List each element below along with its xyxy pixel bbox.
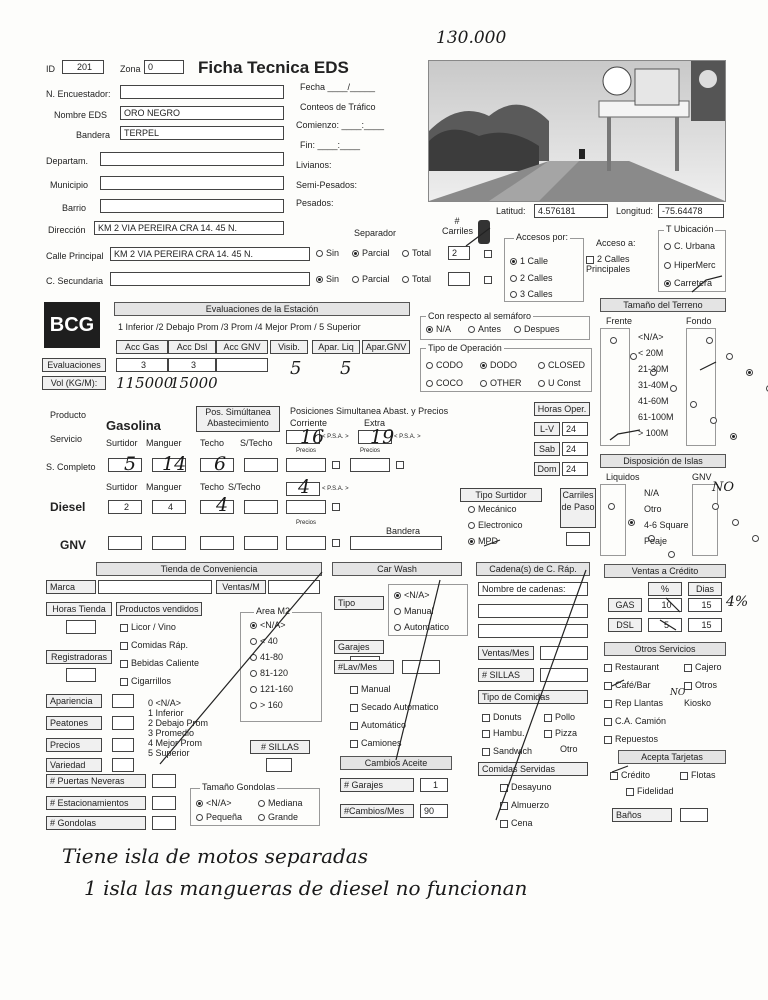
gasolina-label: Gasolina — [106, 418, 161, 433]
tipo-op-title: Tipo de Operación — [428, 343, 502, 353]
tarjeta-flotas[interactable]: Flotas — [680, 770, 716, 780]
aceite-garajes-field[interactable]: 1 — [420, 778, 448, 792]
horas-day-field[interactable]: 24 — [562, 422, 588, 436]
area-option[interactable]: 121-160 — [250, 684, 293, 694]
lon-label: Longitud: — [616, 206, 654, 216]
note-line-2: 1 isla las mangueras de diesel no funcionan — [84, 876, 528, 900]
servicio-label: Servicio — [50, 434, 83, 444]
cw-automatico[interactable]: Automático — [350, 720, 406, 730]
rating-scale-item: 4 Mejor Prom — [148, 738, 203, 748]
surtidor-label-2: Surtidor — [106, 482, 138, 492]
banos-label: Baños — [612, 808, 672, 822]
tipo-op-coco[interactable]: COCO — [426, 378, 463, 388]
comida-otro[interactable]: Otro — [560, 744, 578, 754]
otros-cajero[interactable]: Cajero — [684, 662, 722, 672]
semaforo-title: Con respecto al semáforo — [428, 311, 532, 321]
eval-accdsl[interactable]: 3 — [168, 358, 216, 372]
vol-row-label: Vol (KG/M): — [42, 376, 106, 390]
islas-title: Disposición de Islas — [600, 454, 726, 468]
bandera-diesel-label: Bandera — [386, 526, 421, 536]
horas-day-field[interactable]: 24 — [562, 442, 588, 456]
credito-dias-label: Dias — [688, 582, 722, 596]
semi-label: Semi-Pesados: — [296, 180, 358, 190]
acceso-a-label: Acceso a: — [596, 238, 636, 248]
pos-extra-hand: 19 — [370, 426, 395, 448]
stecho-label: S/Techo — [240, 438, 273, 448]
zona-label: Zona — [120, 64, 141, 74]
precios-extra: Precios — [360, 448, 381, 454]
semaforo-despues[interactable]: Despues — [514, 324, 560, 334]
eval-accgas[interactable]: 3 — [116, 358, 168, 372]
comida-pollo[interactable]: Pollo — [544, 712, 575, 722]
comida-pizza[interactable]: Pizza — [544, 728, 577, 738]
dsl-surtidor[interactable]: 2 — [108, 500, 142, 514]
direccion-field[interactable]: KM 2 VIA PEREIRA CRA 14. 45 N. — [94, 221, 284, 235]
surtidor-label: Surtidor — [106, 438, 138, 448]
surtidor-electronico[interactable]: Electronico — [468, 520, 523, 530]
eval-visib-hand: 5 — [290, 358, 302, 379]
apariencia-label: Apariencia — [46, 694, 102, 708]
carwash-manual[interactable]: Manual — [394, 606, 434, 616]
diesel-label: Diesel — [50, 500, 86, 514]
rating-scale-item: 0 <N/A> — [148, 698, 182, 708]
cad-ventas-label: Ventas/Mes — [478, 646, 534, 660]
servida-desayuno[interactable]: Desayuno — [500, 782, 552, 792]
handwritten-top-note: 130.000 — [436, 28, 507, 48]
carriles-field[interactable]: 2 — [448, 246, 470, 260]
tipo-op-uconst[interactable]: U Const — [538, 378, 581, 388]
lav-label: #Lav/Mes — [334, 660, 394, 674]
gas-surtidor-hand: 5 — [124, 453, 137, 475]
nombre-label: Nombre EDS — [54, 110, 108, 120]
cw-camiones[interactable]: Camiones — [350, 738, 402, 748]
servida-cena[interactable]: Cena — [500, 818, 533, 828]
bandera-label: Bandera — [76, 130, 111, 140]
islas-opt-label: Otro — [644, 504, 662, 514]
tam-gond-title: Tamaño Gondolas — [202, 782, 276, 792]
conteos-label: Conteos de Tráfico — [300, 102, 376, 112]
sep-calle-total[interactable]: Total — [402, 248, 431, 258]
area-option[interactable]: < 40 — [250, 636, 278, 646]
lat-label: Latitud: — [496, 206, 526, 216]
credito-gas-note: 4% — [726, 594, 749, 610]
registradoras-label: Registradoras — [46, 650, 112, 664]
rating-scale-item: 1 Inferior — [148, 708, 184, 718]
tienda-title: Tienda de Conveniencia — [96, 562, 322, 576]
psa-extra: < P.S.A. > — [394, 434, 421, 440]
credito-dsl-label: DSL — [608, 618, 642, 632]
techo-label: Techo — [200, 438, 225, 448]
vol-dsl-hand: 15000 — [170, 374, 218, 392]
cad-sillas-label: # SILLAS — [478, 668, 534, 682]
otros-no-note: NO — [670, 688, 686, 698]
islas-opt-label: Peaje — [644, 536, 668, 546]
terreno-row-label: < 20M — [638, 348, 664, 358]
prod-licor[interactable]: Licor / Vino — [120, 622, 176, 632]
barrio-label: Barrio — [62, 203, 87, 213]
vol-gas-hand: 115000 — [116, 374, 174, 392]
terreno-frente: Frente — [606, 316, 633, 326]
accesos-opt-3[interactable]: 3 Calles — [510, 289, 553, 299]
otros-cafe[interactable]: Café/Bar — [604, 680, 651, 690]
gond-pequena[interactable]: Pequeña — [196, 812, 242, 822]
gas-techo-hand: 6 — [214, 453, 227, 475]
accesos-opt-2[interactable]: 2 Calles — [510, 273, 553, 283]
sep-csec-total[interactable]: Total — [402, 274, 431, 284]
credito-gas-pct[interactable]: 10 — [648, 598, 682, 612]
pos-sim2-label: Posiciones Simultanea Abast. y Precios — [290, 406, 449, 416]
islas-opt-label: 4-6 Square — [644, 520, 689, 530]
credito-dsl-pct[interactable]: 5 — [648, 618, 682, 632]
csec-label: C. Secundaria — [46, 276, 104, 286]
otros-rep-llantas[interactable]: Rep Llantas — [604, 698, 663, 708]
otros-repuestos[interactable]: Repuestos — [604, 734, 658, 744]
tipo-comidas-label: Tipo de Comidas — [478, 690, 588, 704]
calle-label: Calle Principal — [46, 251, 104, 261]
marca-label: Marca — [46, 580, 96, 594]
rating-scale-item: 5 Superior — [148, 748, 190, 758]
lon-field[interactable]: -75.64478 — [658, 204, 724, 218]
manguer-label: Manguer — [146, 438, 182, 448]
servida-almuerzo[interactable]: Almuerzo — [500, 800, 549, 810]
eval-col-accgas: Acc Gas — [116, 340, 168, 354]
eval-col-visib: Visib. — [270, 340, 308, 354]
nombre-field[interactable]: ORO NEGRO — [120, 106, 284, 120]
islas-liquidos: Liquidos — [606, 472, 640, 482]
tipo-op-codo[interactable]: CODO — [426, 360, 463, 370]
pos-sim-box: Pos. Simúltanea Abastecimiento — [196, 406, 280, 432]
id-label: ID — [46, 64, 55, 74]
islas-opt-label: N/A — [644, 488, 660, 498]
sep-csec-parcial[interactable]: Parcial — [352, 274, 390, 284]
form-title: Ficha Tecnica EDS — [198, 58, 349, 77]
precios-corriente: Precios — [296, 448, 317, 454]
semaforo-antes[interactable]: Antes — [468, 324, 501, 334]
gondolas-label: # Gondolas — [46, 816, 146, 830]
prod-bebidas[interactable]: Bebidas Caliente — [120, 658, 199, 668]
area-option[interactable]: 41-80 — [250, 652, 283, 662]
sep-calle-sin[interactable]: Sin — [316, 248, 339, 258]
encuestador-label: N. Encuestador: — [46, 89, 111, 99]
terreno-row-label: 21-30M — [638, 364, 669, 374]
bandera-field[interactable]: TERPEL — [120, 126, 284, 140]
peatones-label: Peatones — [46, 716, 102, 730]
cw-secado[interactable]: Secado Automatico — [350, 702, 439, 712]
terreno-row-label: <N/A> — [638, 332, 664, 342]
islas-no-note: NO — [712, 480, 735, 495]
eval-row-label: Evaluaciones — [42, 358, 106, 372]
eval-title: Evaluaciones de la Estación — [114, 302, 410, 316]
terreno-row-label: > 100M — [638, 428, 669, 438]
sep-calle-parcial[interactable]: Parcial — [352, 248, 390, 258]
eval-col-accdsl: Acc Dsl — [168, 340, 216, 354]
credito-title: Ventas a Crédito — [604, 564, 726, 578]
ubicacion-opt-carretera[interactable]: Carretera — [664, 278, 712, 288]
otros-kiosko[interactable]: Kiosko — [684, 698, 712, 708]
eval-scale: 1 Inferior /2 Debajo Prom /3 Prom /4 Mejor Prom / 5 Superior — [118, 322, 361, 332]
manguer-label-2: Manguer — [146, 482, 182, 492]
ubicacion-title: T Ubicación — [666, 224, 714, 234]
otros-ca-camion[interactable]: C.A. Camión — [604, 716, 666, 726]
area-option[interactable]: 81-120 — [250, 668, 288, 678]
tipo-op-other[interactable]: OTHER — [480, 378, 522, 388]
estacionamientos-label: # Estacionamientos — [46, 796, 146, 810]
tarjeta-fidelidad[interactable]: Fidelidad — [626, 786, 674, 796]
tipo-op-closed[interactable]: CLOSED — [538, 360, 585, 370]
tarjetas-title: Acepta Tarjetas — [618, 750, 726, 764]
pesados-label: Pesados: — [296, 198, 334, 208]
terreno-row-label: 31-40M — [638, 380, 669, 390]
gond-grande[interactable]: Grande — [258, 812, 298, 822]
terreno-row-label: 41-60M — [638, 396, 669, 406]
dsl-techo-hand: 4 — [216, 494, 229, 516]
dsl-pos-hand: 4 — [298, 476, 311, 498]
separador-title: Separador — [354, 228, 397, 238]
tipo-op-dodo[interactable]: DODO — [480, 360, 517, 370]
ubicacion-opt-urbana[interactable]: C. Urbana — [664, 241, 715, 251]
lat-field[interactable]: 4.576181 — [534, 204, 608, 218]
techo-label-2: Techo — [200, 482, 225, 492]
livianos-label: Livianos: — [296, 160, 332, 170]
psa-diesel: < P.S.A. > — [322, 486, 349, 492]
gas-manguer-hand: 14 — [162, 453, 187, 475]
accesos-title: Accesos por: — [516, 232, 569, 242]
comida-sandwich[interactable]: Sandwich — [482, 746, 532, 756]
comidas-servidas-label: Comidas Servidas — [478, 762, 588, 776]
horas-tienda-label: Horas Tienda — [46, 602, 112, 616]
eval-col-accgnv: Acc GNV — [216, 340, 268, 354]
comienzo-label: Comienzo: ____:____ — [296, 120, 385, 130]
cambios-label: #Cambios/Mes — [340, 804, 414, 818]
aceite-garajes-label: # Garajes — [340, 778, 414, 792]
otros-restaurant[interactable]: Restaurant — [604, 662, 659, 672]
area-title: Area M2 — [256, 606, 291, 616]
tarjeta-credito[interactable]: Crédito — [610, 770, 650, 780]
note-line-1: Tiene isla de motos separadas — [62, 844, 368, 868]
carriles-paso-box: Carriles de Paso — [560, 488, 596, 528]
surtidor-mpd[interactable]: MPD — [468, 536, 498, 546]
horas-title: Horas Oper. — [534, 402, 590, 416]
horas-day-label: Sab — [534, 442, 560, 456]
pos-corriente-hand: 16 — [300, 426, 325, 448]
credito-gas-dias[interactable]: 15 — [688, 598, 722, 612]
departam-label: Departam. — [46, 156, 89, 166]
semaforo-na[interactable]: N/A — [426, 324, 451, 334]
eval-col-aparliq: Apar. Liq — [312, 340, 360, 354]
credito-dsl-dias[interactable]: 15 — [688, 618, 722, 632]
gond-mediana[interactable]: Mediana — [258, 798, 303, 808]
precios-diesel: Precios — [296, 520, 317, 526]
prod-cigarrillos[interactable]: Cigarrillos — [120, 676, 171, 686]
terreno-fondo: Fondo — [686, 316, 712, 326]
sillas-label: # SILLAS — [250, 740, 310, 754]
area-option[interactable]: <N/A> — [250, 620, 286, 630]
bcg-logo: BCG — [44, 302, 100, 348]
sep-csec-sin[interactable]: Sin — [316, 274, 339, 284]
terreno-row-label: 61-100M — [638, 412, 674, 422]
credito-gas-label: GAS — [608, 598, 642, 612]
carwash-title: Car Wash — [332, 562, 462, 576]
acceso-a-option[interactable]: 2 Calles Principales — [586, 254, 631, 274]
carwash-tipo-label: Tipo — [334, 596, 384, 610]
horas-day-label: Dom — [534, 462, 560, 476]
cambios-field[interactable]: 90 — [420, 804, 448, 818]
comida-donuts[interactable]: Donuts — [482, 712, 522, 722]
cadenas-title: Cadena(s) de C. Ráp. — [476, 562, 590, 576]
carwash-na[interactable]: <N/A> — [394, 590, 430, 600]
eval-aparliq-hand: 5 — [340, 358, 352, 379]
gnv-label: GNV — [60, 538, 87, 552]
terreno-title: Tamaño del Terreno — [600, 298, 726, 312]
rating-scale-item: 3 Promedio — [148, 728, 195, 738]
fin-label: Fin: ____:____ — [300, 140, 361, 150]
prod-comidas[interactable]: Comidas Ráp. — [120, 640, 188, 650]
productos-vendidos: Productos vendidos — [116, 602, 202, 616]
corriente-label: Corriente — [290, 418, 328, 428]
stecho-label-2: S/Techo — [228, 482, 261, 492]
puertas-label: # Puertas Neveras — [46, 774, 146, 788]
horas-day-field[interactable]: 24 — [562, 462, 588, 476]
psa-corriente: < P.S.A. > — [322, 434, 349, 440]
surtidor-mecanico[interactable]: Mecánico — [468, 504, 517, 514]
tipo-surtidor-title: Tipo Surtidor — [460, 488, 542, 502]
ventas-label: Ventas/M — [216, 580, 266, 594]
carriles-label: # Carriles — [442, 216, 474, 236]
cw-manual[interactable]: Manual — [350, 684, 391, 694]
direccion-label: Dirección — [48, 225, 86, 235]
rating-scale-item: 2 Debajo Prom — [148, 718, 209, 728]
producto-label: Producto — [50, 410, 87, 420]
aceite-title: Cambios Aceite — [340, 756, 452, 770]
precios-label: Precios — [46, 738, 102, 752]
credito-pct-label: % — [648, 582, 682, 596]
otros-otros[interactable]: Otros — [684, 680, 717, 690]
horas-day-label: L-V — [534, 422, 560, 436]
cadenas-nombre[interactable]: Nombre de cadenas: — [478, 582, 588, 596]
carwash-auto[interactable]: Automatico — [394, 622, 449, 632]
garajes-label: Garajes — [334, 640, 384, 654]
fecha-label: Fecha ____/_____ — [300, 82, 376, 92]
area-option[interactable]: > 160 — [250, 700, 283, 710]
scompleto-label: S. Completo — [46, 462, 96, 472]
accesos-opt-1[interactable]: 1 Calle — [510, 256, 548, 266]
zona-field[interactable]: 0 — [144, 60, 184, 74]
dsl-manguer[interactable]: 4 — [152, 500, 186, 514]
gond-na[interactable]: <N/A> — [196, 798, 232, 808]
eval-col-aparGNV: Apar.GNV — [362, 340, 410, 354]
calle-field[interactable]: KM 2 VIA PEREIRA CRA 14. 45 N. — [110, 247, 310, 261]
variedad-label: Variedad — [46, 758, 102, 772]
extra-label: Extra — [364, 418, 386, 428]
comida-hambu[interactable]: Hambu. — [482, 728, 525, 738]
id-field[interactable]: 201 — [62, 60, 104, 74]
islas-gnv: GNV — [692, 472, 712, 482]
otros-title: Otros Servicios — [604, 642, 726, 656]
ubicacion-opt-hipermerc[interactable]: HiperMerc — [664, 260, 716, 270]
municipio-label: Municipio — [50, 180, 89, 190]
